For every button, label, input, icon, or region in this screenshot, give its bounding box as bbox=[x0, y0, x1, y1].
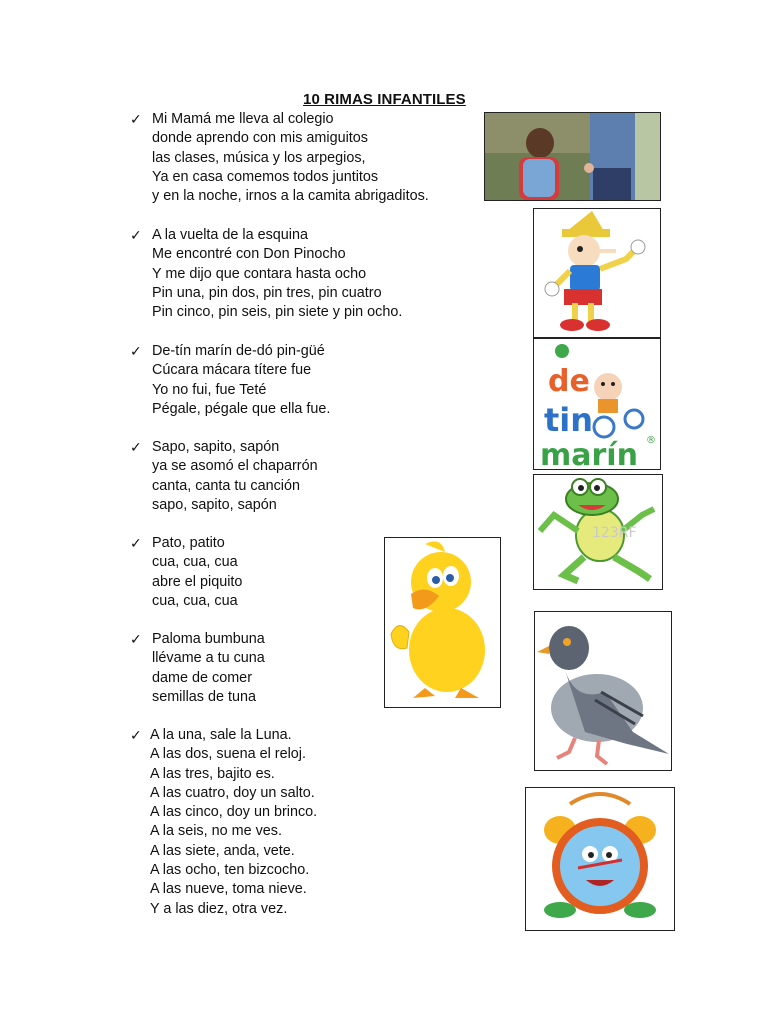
rhyme-line: cua, cua, cua bbox=[152, 592, 238, 609]
rhyme-line: Me encontré con Don Pinocho bbox=[152, 246, 346, 263]
rhyme-4 bbox=[130, 438, 318, 515]
rhyme-line: Pato, patito bbox=[152, 535, 225, 551]
duck-image bbox=[384, 537, 501, 708]
check-icon: ✓ bbox=[130, 727, 142, 743]
check-icon: ✓ bbox=[130, 535, 142, 551]
rhyme-6 bbox=[130, 630, 265, 707]
detinmarin-tin: tin bbox=[544, 401, 594, 439]
rhyme-2 bbox=[130, 226, 402, 322]
registered-mark: ® bbox=[646, 435, 656, 446]
school-photo bbox=[484, 112, 661, 201]
rhyme-line: A las nueve, toma nieve. bbox=[150, 881, 307, 898]
rhyme-line: dame de comer bbox=[152, 669, 252, 686]
rhyme-line: las clases, música y los arpegios, bbox=[152, 149, 366, 166]
check-icon: ✓ bbox=[130, 631, 142, 647]
rhyme-line: canta, canta tu canción bbox=[152, 477, 301, 494]
rhyme-line: y en la noche, irnos a la camita abrigaditos. bbox=[152, 188, 429, 205]
rhyme-line: llévame a tu cuna bbox=[152, 650, 265, 667]
rhyme-3 bbox=[130, 342, 330, 419]
rhyme-line: Y me dijo que contara hasta ocho bbox=[152, 265, 367, 282]
check-icon: ✓ bbox=[130, 111, 142, 127]
pigeon-image bbox=[534, 611, 672, 771]
rhyme-line: Sapo, sapito, sapón bbox=[152, 439, 280, 455]
check-icon: ✓ bbox=[130, 227, 142, 243]
rhyme-line: semillas de tuna bbox=[152, 688, 256, 705]
rhyme-line: A las cuatro, doy un salto. bbox=[150, 784, 315, 801]
rhyme-line: ya se asomó el chaparrón bbox=[152, 458, 318, 475]
watermark: 123RF bbox=[592, 525, 637, 541]
rhyme-line: A las siete, anda, vete. bbox=[150, 842, 295, 859]
page-title: 10 RIMAS INFANTILES bbox=[303, 91, 466, 108]
rhyme-line: Pégale, pégale que ella fue. bbox=[152, 400, 331, 417]
rhyme-7 bbox=[130, 726, 317, 919]
detinmarin-de: de bbox=[548, 364, 590, 399]
rhyme-line: A las tres, bajito es. bbox=[150, 765, 275, 782]
rhyme-line: Paloma bumbuna bbox=[152, 631, 265, 647]
rhyme-line: A las cinco, doy un brinco. bbox=[150, 804, 318, 821]
rhyme-line: Pin cinco, pin seis, pin siete y pin ocho. bbox=[152, 304, 403, 321]
rhyme-5 bbox=[130, 534, 242, 611]
frog-image bbox=[533, 474, 663, 590]
rhyme-1 bbox=[130, 110, 429, 206]
rhyme-line: donde aprendo con mis amiguitos bbox=[152, 130, 368, 147]
detinmarin-image bbox=[533, 338, 661, 470]
check-icon: ✓ bbox=[130, 343, 142, 359]
detinmarin-marin: marín bbox=[540, 438, 638, 469]
rhyme-line: Mi Mamá me lleva al colegio bbox=[152, 111, 334, 127]
pinocchio-image bbox=[533, 208, 661, 338]
rhyme-line: Y a las diez, otra vez. bbox=[150, 900, 288, 917]
rhyme-line: Ya en casa comemos todos juntitos bbox=[152, 168, 379, 185]
rhyme-line: Pin una, pin dos, pin tres, pin cuatro bbox=[152, 284, 382, 301]
clock-image bbox=[525, 787, 675, 931]
rhyme-line: cua, cua, cua bbox=[152, 554, 238, 571]
rhyme-line: abre el piquito bbox=[152, 573, 243, 590]
rhyme-line: A las dos, suena el reloj. bbox=[150, 746, 306, 763]
rhyme-line: Yo no fui, fue Teté bbox=[152, 381, 267, 398]
rhyme-line: A las ocho, ten bizcocho. bbox=[150, 862, 310, 879]
rhyme-line: sapo, sapito, sapón bbox=[152, 496, 277, 513]
rhyme-line: De-tín marín de-dó pin-güé bbox=[152, 343, 325, 359]
rhyme-line: A la una, sale la Luna. bbox=[150, 727, 292, 743]
rhyme-line: Cúcara mácara títere fue bbox=[152, 362, 312, 379]
rhyme-line: A la seis, no me ves. bbox=[150, 823, 282, 840]
check-icon: ✓ bbox=[130, 439, 142, 455]
rhyme-line: A la vuelta de la esquina bbox=[152, 227, 309, 243]
